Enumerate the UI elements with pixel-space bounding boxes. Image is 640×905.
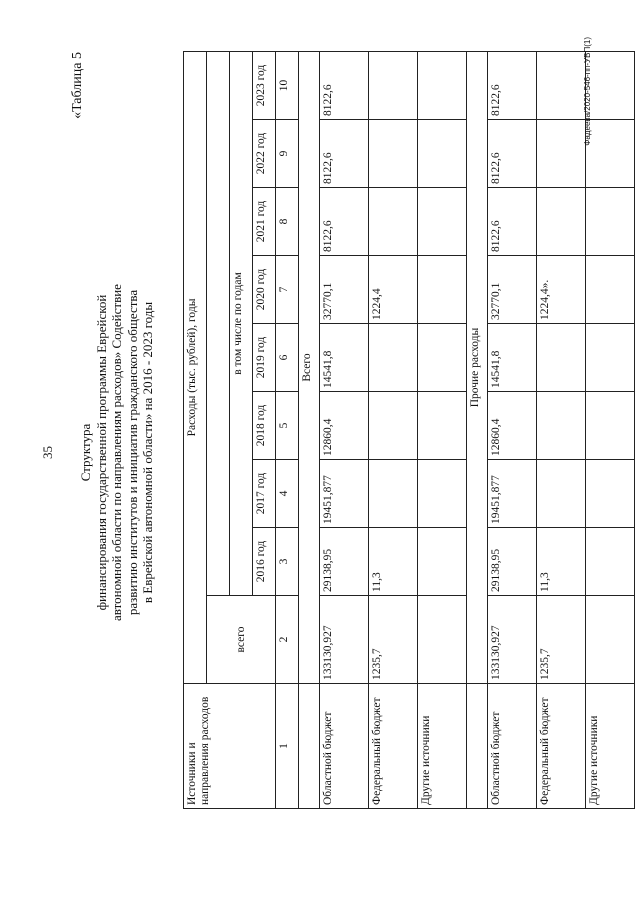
value-cell — [418, 120, 467, 188]
value-cell: 133130,927 — [488, 596, 537, 684]
value-cell — [369, 52, 418, 120]
value-cell: 8122,6 — [488, 120, 537, 188]
row-label-cell: Областной бюджет — [488, 684, 537, 809]
title-line-1: Структура — [78, 423, 93, 482]
value-cell — [418, 188, 467, 256]
header-by-years-cell: в том числе по годам — [230, 52, 253, 596]
header-spacer-cell — [207, 52, 230, 596]
column-number-cell: 5 — [276, 392, 299, 460]
column-number-cell: 3 — [276, 528, 299, 596]
page-number: 35 — [40, 446, 55, 459]
financing-table — [183, 51, 635, 809]
value-cell: 14541,8 — [488, 324, 537, 392]
header-year-cell: 2018 год — [253, 392, 276, 460]
value-cell — [369, 460, 418, 528]
value-cell: 8122,6 — [320, 188, 369, 256]
value-cell — [586, 188, 635, 256]
value-cell: 8122,6 — [488, 52, 537, 120]
header-expenses-cell: Расходы (тыс. рублей), годы — [184, 52, 207, 684]
value-cell: 32770,1 — [488, 256, 537, 324]
table-number-label: «Таблица 5 — [70, 52, 85, 119]
section-title-cell: Всего — [299, 52, 320, 684]
row-label-cell: Другие источники — [586, 684, 635, 809]
table-row — [320, 52, 369, 809]
value-cell — [369, 188, 418, 256]
value-cell: 8122,6 — [488, 188, 537, 256]
column-number-cell: 9 — [276, 120, 299, 188]
value-cell: 29138,95 — [320, 528, 369, 596]
value-cell — [586, 596, 635, 684]
value-cell — [586, 324, 635, 392]
value-cell: 11,3 — [369, 528, 418, 596]
value-cell — [418, 256, 467, 324]
header-year-cell: 2019 год — [253, 324, 276, 392]
table-row — [488, 52, 537, 809]
value-cell — [369, 392, 418, 460]
table-row — [537, 52, 586, 809]
value-cell: 19451,877 — [488, 460, 537, 528]
column-number-cell: 10 — [276, 52, 299, 120]
title-line-3: автономной области по направлениям расходов» Содействие — [109, 284, 124, 621]
value-cell: 32770,1 — [320, 256, 369, 324]
table-row — [418, 52, 467, 809]
value-cell — [418, 52, 467, 120]
value-cell: 8122,6 — [320, 52, 369, 120]
value-cell — [586, 528, 635, 596]
value-cell: 14541,8 — [320, 324, 369, 392]
value-cell — [586, 460, 635, 528]
value-cell: 8122,6 — [320, 120, 369, 188]
value-cell — [537, 52, 586, 120]
value-cell: 12860,4 — [488, 392, 537, 460]
value-cell — [537, 392, 586, 460]
row-label-cell: Федеральный бюджет — [537, 684, 586, 809]
value-cell — [537, 120, 586, 188]
value-cell: 1224,4». — [537, 256, 586, 324]
header-source-cell: Источники и направления расходов — [184, 684, 276, 809]
value-cell — [418, 596, 467, 684]
value-cell — [418, 392, 467, 460]
value-cell — [418, 528, 467, 596]
column-number-cell: 1 — [276, 684, 299, 809]
value-cell: 12860,4 — [320, 392, 369, 460]
value-cell — [369, 324, 418, 392]
section-title-cell: Прочие расходы — [467, 52, 488, 684]
header-year-cell: 2016 год — [253, 528, 276, 596]
value-cell — [369, 120, 418, 188]
header-year-cell: 2020 год — [253, 256, 276, 324]
value-cell: 133130,927 — [320, 596, 369, 684]
title-line-5: в Еврейской автономной области» на 2016 - 2023 годы — [140, 301, 155, 604]
value-cell: 19451,877 — [320, 460, 369, 528]
row-label-cell: Другие источники — [418, 684, 467, 809]
table-title — [78, 0, 156, 905]
header-row — [184, 52, 207, 809]
value-cell — [537, 460, 586, 528]
column-number-cell: 4 — [276, 460, 299, 528]
table-row — [369, 52, 418, 809]
title-line-4: развитию институтов и инициатив гражданского общества — [124, 289, 140, 616]
value-cell — [418, 460, 467, 528]
value-cell: 1224,4 — [369, 256, 418, 324]
section-row — [299, 52, 320, 809]
value-cell — [418, 324, 467, 392]
title-line-2: финансирования государственной программы Еврейской — [93, 294, 109, 611]
value-cell: 29138,95 — [488, 528, 537, 596]
row-label-cell: Федеральный бюджет — [369, 684, 418, 809]
column-number-cell: 6 — [276, 324, 299, 392]
value-cell — [586, 52, 635, 120]
header-year-cell: 2023 год — [253, 52, 276, 120]
value-cell: 1235,7 — [369, 596, 418, 684]
value-cell — [537, 324, 586, 392]
value-cell: 1235,7 — [537, 596, 586, 684]
column-number-cell: 2 — [276, 596, 299, 684]
section-blank-cell — [467, 684, 488, 809]
column-number-cell: 7 — [276, 256, 299, 324]
document-footer-code: Фадеева/2020-546-пп-УВП(1) — [583, 37, 592, 146]
section-row — [467, 52, 488, 809]
header-total-cell: всего — [207, 596, 276, 684]
column-number-cell: 8 — [276, 188, 299, 256]
header-year-cell: 2021 год — [253, 188, 276, 256]
header-year-cell: 2017 год — [253, 460, 276, 528]
header-year-cell: 2022 год — [253, 120, 276, 188]
value-cell — [586, 392, 635, 460]
table-row — [586, 52, 635, 809]
row-label-cell: Областной бюджет — [320, 684, 369, 809]
section-blank-cell — [299, 684, 320, 809]
value-cell — [537, 188, 586, 256]
column-number-row — [276, 52, 299, 809]
value-cell — [586, 256, 635, 324]
value-cell — [586, 120, 635, 188]
value-cell: 11,3 — [537, 528, 586, 596]
